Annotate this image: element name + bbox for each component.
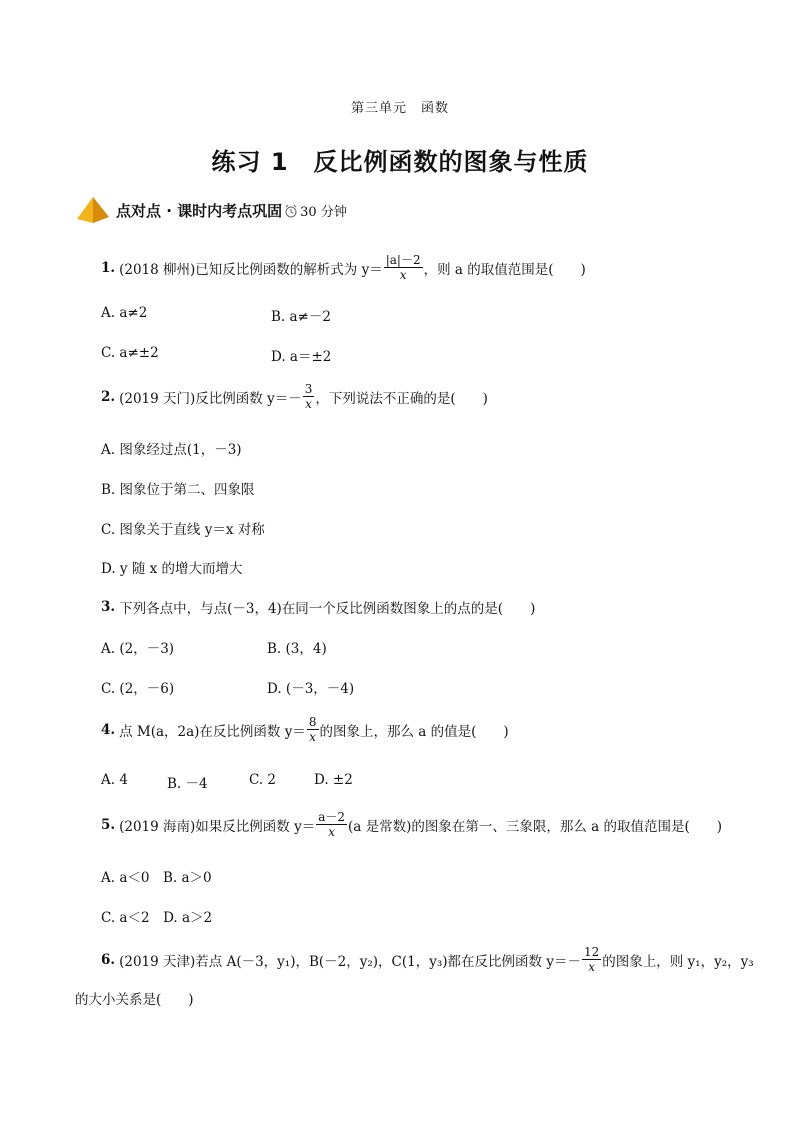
fraction [303,382,315,411]
question-6 [101,945,754,974]
option-a[interactable]: A. 图象经过点(1，－3) [101,442,242,458]
options-a-b[interactable]: A. a＜0 B. a＞0 [101,870,212,886]
question-6-continued: 的大小关系是( ) [75,992,194,1008]
option-b[interactable]: B. 图象位于第二、四象限 [101,482,255,498]
question-text: 的图象上，那么 a 的值是( ) [319,723,509,740]
alarm-clock-icon [284,203,298,217]
section-label: 点对点 · 课时内考点巩固 [116,201,283,220]
question-text: (2019 天津)若点 A(－3，y₁)，B(－2，y₂)，C(1，y₃)都在反比例函数 y＝－ [119,953,581,970]
fraction-denominator: x [588,960,595,974]
section-header [75,195,347,225]
option-c[interactable]: C. 2 [249,772,277,788]
options-c-d[interactable]: C. a＜2 D. a＞2 [101,910,213,926]
question-text: 的图象上，则 y₁，y₂，y₃ [602,953,754,970]
question-3 [101,597,535,617]
question-number: 6. [101,951,116,968]
option-a[interactable]: A. (2，－3) [101,641,175,657]
question-text: (2018 柳州)已知反比例函数的解析式为 y＝ [119,261,383,278]
question-text: (2019 海南)如果反比例函数 y＝ [119,818,316,835]
question-text: 下列各点中，与点(－3，4)在同一个反比例函数图象上的点的是( ) [119,601,536,617]
question-text: ，下列说法不正确的是( ) [315,390,488,407]
question-5 [101,810,722,839]
question-text: (2019 天门)反比例函数 y＝－ [119,390,302,407]
question-text: 点 M(a，2a)在反比例函数 y＝ [119,723,306,740]
option-b[interactable]: B. －4 [167,776,208,792]
fraction [384,253,423,282]
fraction-numerator: 12 [583,945,600,959]
option-a[interactable]: A. a≠2 [101,305,148,321]
fraction [307,715,319,744]
fraction-denominator: x [399,268,407,282]
fraction-denominator: x [328,825,335,839]
fraction-numerator: 3 [304,382,313,396]
option-c[interactable]: C. 图象关于直线 y＝x 对称 [101,522,265,538]
question-number: 1. [101,259,116,276]
fraction-numerator: 8 [308,715,317,729]
option-a[interactable]: A. 4 [101,772,128,788]
option-c[interactable]: C. (2，－6) [101,681,175,697]
question-text: (a 是常数)的图象在第一、三象限，那么 a 的取值范围是( ) [348,818,723,835]
unit-heading: 第三单元 函数 [350,101,449,116]
fraction-numerator: a－2 [318,810,345,824]
question-2 [101,382,488,411]
fraction-numerator: |a|－2 [385,253,421,267]
fraction [582,945,601,974]
option-b[interactable]: B. (3，4) [267,641,327,657]
question-text: ，则 a 的取值范围是( ) [423,261,586,278]
question-number: 3. [101,599,116,615]
fraction-denominator: x [309,730,317,744]
question-1 [101,253,586,282]
fraction [316,810,347,839]
section-time: 30 分钟 [300,204,347,220]
fraction-denominator: x [305,397,312,411]
option-d[interactable]: D. a＝±2 [271,349,332,365]
question-4 [101,715,509,744]
option-d[interactable]: D. y 随 x 的增大而增大 [101,561,243,577]
question-number: 4. [101,721,116,738]
pyramid-icon [75,195,111,225]
option-d[interactable]: D. (－3，－4) [267,681,355,697]
page-title: 练习 1 反比例函数的图象与性质 [211,148,589,176]
question-number: 2. [101,388,116,405]
option-b[interactable]: B. a≠－2 [271,309,331,325]
option-d[interactable]: D. ±2 [314,772,353,788]
question-number: 5. [101,816,116,833]
option-c[interactable]: C. a≠±2 [101,345,159,361]
